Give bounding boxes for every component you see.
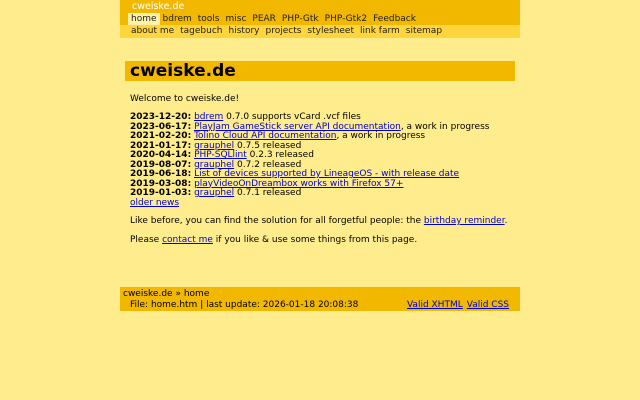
file-info: File: home.htm | last update: 2026-01-18 20:08:38 [130,300,359,310]
news-link[interactable]: PlayJam GameStick server API documentation [194,121,401,132]
breadcrumb-separator: » [175,289,181,299]
nav-item-pear[interactable]: PEAR [249,13,279,25]
validation-links [403,300,509,310]
news-link[interactable]: grauphel [194,159,235,170]
contact-me-link[interactable]: contact me [162,235,213,245]
news-item: 2020-04-14: PHP-SQLlint 0.2.3 released [130,150,314,160]
nav-item-history[interactable]: history [226,25,263,37]
contact-text: Please [130,235,163,245]
news-date: 2023-12-20 [130,112,188,122]
news-link[interactable]: bdrem [194,112,224,122]
nav-item-tagebuch[interactable]: tagebuch [177,25,225,37]
older-news-link[interactable]: older news [130,197,180,208]
news-link[interactable]: PHP-SQLlint [194,150,247,160]
news-link[interactable]: List of devices supported by LineageOS - with release date [194,169,460,179]
nav-item-misc[interactable]: misc [222,13,249,25]
news-date: 2023-06-17 [130,121,188,132]
news-date: 2019-03-08 [130,178,188,189]
news-link[interactable]: grauphel [194,188,235,198]
footer [120,287,520,311]
nav-item-about-me[interactable]: about me [128,25,177,37]
news-text: , a work in progress [400,121,490,132]
news-text: 0.2.3 released [246,150,314,160]
news-date: 2019-01-03 [130,188,188,198]
nav-item-sitemap[interactable]: sitemap [403,25,445,37]
news-link[interactable]: Tolino Cloud API documentation [194,131,337,141]
news-item: 2023-06-17: PlayJam GameStick server API documentation, a work in progress [130,121,490,132]
valid-xhtml-link[interactable]: Valid XHTML [406,300,463,310]
news-date: 2020-04-14 [130,150,188,160]
news-date: 2021-01-17 [130,140,188,151]
news-item: 2019-03-08: playVideoOnDreambox works with Firefox 57+ [130,178,404,189]
news-text: 0.7.2 released [234,159,302,170]
birthday-reminder-link[interactable]: birthday reminder [423,216,505,226]
news-text: 0.7.0 supports vCard .vcf files [223,112,361,122]
news-link[interactable]: playVideoOnDreambox works with Firefox 57+ [194,178,404,189]
page-title: cweiske.de [130,61,236,81]
secondary-nav [128,25,445,37]
nav-item-tools[interactable]: tools [195,13,223,25]
forgetful-paragraph [130,217,507,227]
site-name[interactable]: cweiske.de [132,1,185,12]
forgetful-text-end: . [504,216,508,226]
news-item: 2021-01-17: grauphel 0.7.5 released [130,140,302,151]
news-list [130,113,489,208]
news-link[interactable]: grauphel [194,140,235,151]
news-item: 2019-08-07: grauphel 0.7.2 released [130,159,302,170]
nav-item-projects[interactable]: projects [262,25,304,37]
page-wrapper [120,0,520,310]
news-date: 2019-06-18 [130,169,188,179]
news-date: 2021-02-20 [130,131,188,141]
header [120,0,520,38]
valid-css-link[interactable]: Valid CSS [466,300,509,310]
news-text: 0.7.5 released [234,140,302,151]
nav-item-bdrem[interactable]: bdrem [160,13,195,25]
breadcrumb [123,289,209,299]
contact-text-end: if you like & use some things from this page. [212,235,418,245]
breadcrumb-page[interactable]: home [183,289,210,299]
welcome-text: Welcome to cweiske.de! [130,94,240,104]
forgetful-text: Like before, you can find the solution for all forgetful people: the [130,216,424,226]
news-item: 2019-01-03: grauphel 0.7.1 released [130,188,302,198]
page-title-bar [125,61,515,81]
nav-item-php-gtk[interactable]: PHP-Gtk [279,13,322,25]
news-text: 0.7.1 released [234,188,302,198]
nav-item-feedback[interactable]: Feedback [370,13,419,25]
news-item: 2021-02-20: Tolino Cloud API documentation, a work in progress [130,131,426,141]
nav-item-home[interactable]: home [128,13,160,25]
nav-item-link-farm[interactable]: link farm [357,25,403,37]
breadcrumb-site[interactable]: cweiske.de [123,289,173,299]
news-date: 2019-08-07 [130,159,188,170]
news-item: 2019-06-18: List of devices supported by LineageOS - with release date [130,169,460,179]
news-item: 2023-12-20: bdrem 0.7.0 supports vCard .vcf files [130,112,361,122]
news-text: , a work in progress [336,131,426,141]
contact-paragraph [130,236,417,246]
nav-item-php-gtk2[interactable]: PHP-Gtk2 [322,13,370,25]
primary-nav [128,13,419,25]
nav-item-stylesheet[interactable]: stylesheet [304,25,357,37]
